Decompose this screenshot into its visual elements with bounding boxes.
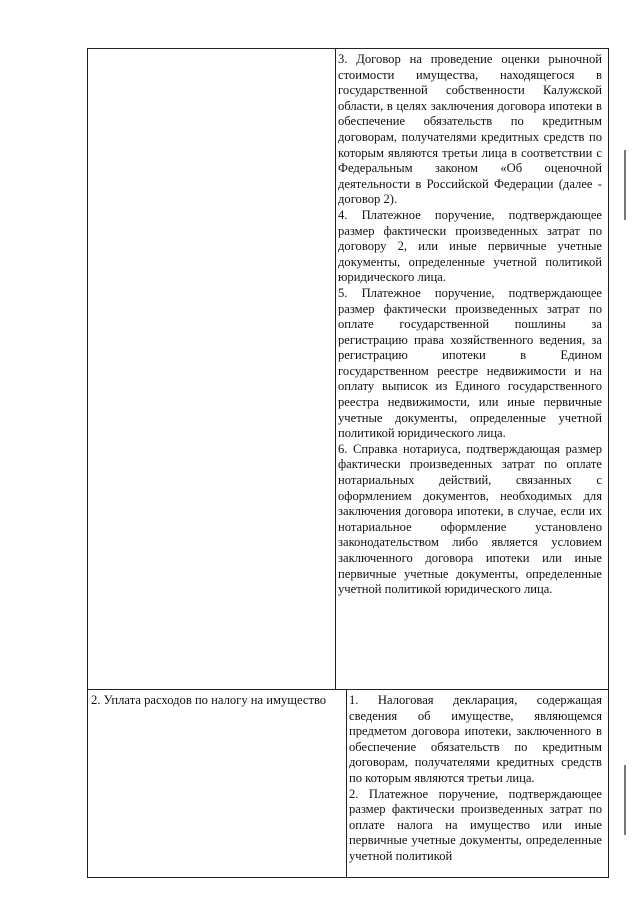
- doc-item: 5. Платежное поручение, подтверждающее размер фактически произведенных затрат по оплате государственной пошлины за регистрацию права хозяйственного ведения, за регистрацию ипотеки в Едином государственном реестре недвижимости и на оплату выписок из Единого государственного реестра недвижимости, или иные первичные учетные документы, определенные учетной политикой юридического лица.: [338, 285, 602, 441]
- doc-item: 3. Договор на проведение оценки рыночной стоимости имущества, находящегося в государственной собственности Калужской области, в целях заключения договора ипотеки в обеспечение обязательств по кредитным договорам, получателями кредитных средств по которым являются третьи лица в соответствии с Федеральным законом «Об оценочной деятельности в Российской Федерации (далее - договор 2).: [338, 52, 602, 207]
- row-divider: [88, 689, 608, 690]
- doc-item: 6. Справка нотариуса, подтверждающая размер фактически произведенных затрат по оплате нотариальных действий, связанных с оформлением документов, необходимых для заключения договора ипотеки, в случае, если их нотариальное оформление установлено законодательством либо является условием заключенного договора ипотеки или иные первичные учетные документы, определенные учетной политикой юридического лица.: [338, 441, 602, 597]
- row2-expense-cell: [91, 693, 341, 709]
- doc-item: 1. Налоговая декларация, содержащая сведения об имуществе, являющемся предметом договора ипотеки, заключенного в обеспечение обязательств по кредитным договорам, получателями кредитных средств по которым являются третьи лица.: [349, 693, 602, 785]
- doc-item: 4. Платежное поручение, подтверждающее размер фактически произведенных затрат по договору 2, или иные первичные учетные документы, определенные учетной политикой юридического лица.: [338, 207, 602, 285]
- column-divider: [335, 49, 336, 689]
- row2-documents-cell: [349, 693, 602, 865]
- column-divider: [346, 689, 347, 877]
- scan-edge-mark: [624, 150, 626, 220]
- scan-edge-mark: [624, 765, 626, 835]
- doc-item: 2. Платежное поручение, подтверждающее размер фактически произведенных затрат по оплате налога на имущество или иные первичные учетные документы, определенные учетной политикой: [349, 786, 602, 863]
- document-table: [87, 48, 609, 878]
- row1-documents-cell: [338, 52, 602, 598]
- expense-label: 2. Уплата расходов по налогу на имущество: [91, 693, 327, 707]
